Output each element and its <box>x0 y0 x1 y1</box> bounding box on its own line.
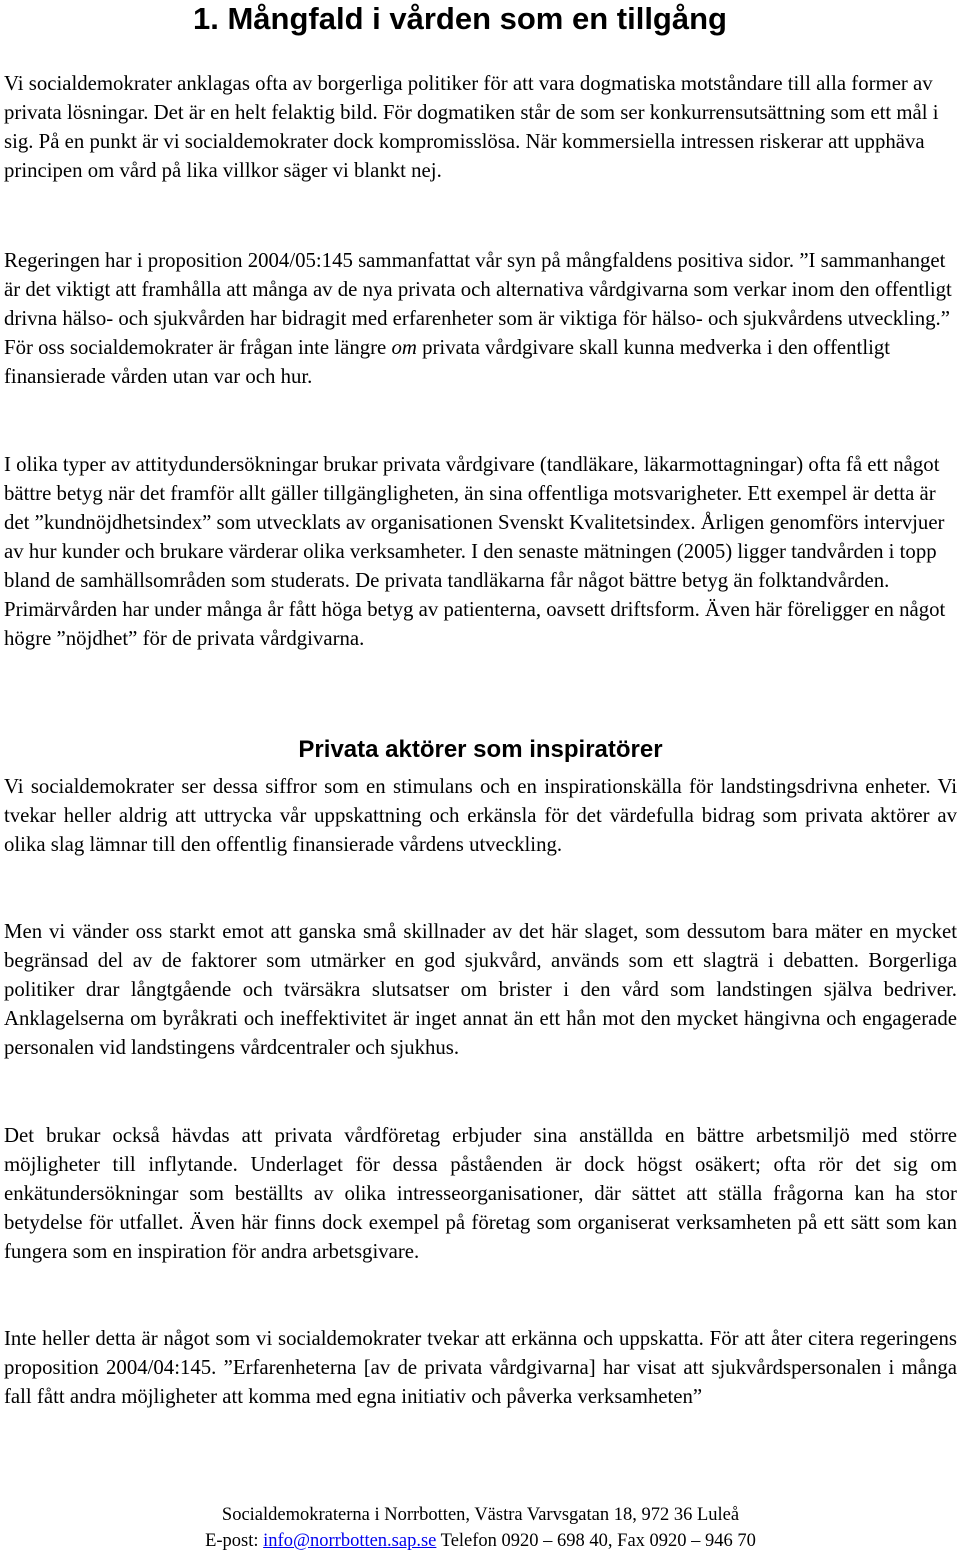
footer-address: Socialdemokraterna i Norrbotten, Västra Varvsgatan 18, 972 36 Luleå <box>221 1505 740 1525</box>
section-paragraph-4: Inte heller detta är något som vi socialdemokrater tvekar att erkänna och uppskatta. För att åter citera regeringens proposition 2004/04:145. ”Erfarenheterna [av de privata vårdgivarna] har visat att sjukvårdspersonalen i många fall fått andra möjligheter att komma med egna initiativ och påverka verksamheten” <box>4 1327 957 1408</box>
footer-phone: Telefon 0920 – 698 40, Fax 0920 – 946 70 <box>436 1531 756 1551</box>
intro-paragraph-2 <box>4 246 957 391</box>
footer-contact <box>4 1528 957 1554</box>
intro-paragraph-1: Vi socialdemokrater anklagas ofta av borgerliga politiker för att vara dogmatiska motståndare till alla former av privata lösningar. Det är en helt felaktig bild. För dogmatiken står de som ser konkurrensutsättning som ett mål i sig. På en punkt är vi socialdemokrater dock kompromisslösa. När kommersiella intressen riskerar att upphäva principen om vård på lika villkor säger vi blankt nej. <box>4 72 939 182</box>
footer-email-label: E-post: <box>205 1531 264 1551</box>
footer-email-link[interactable]: info@norrbotten.sap.se <box>263 1531 437 1551</box>
intro-paragraph-2-start: Regeringen har i proposition 2004/05:145 sammanfattat vår syn på mångfaldens positiva sidor. ”I sammanhanget är det viktigt att framhålla att många av de nya privata och alternativa vårdgivarna som verkar inom den offentligt drivna hälso- och sjukvården har bidragit med erfarenheter som är viktiga för hälso- och sjukvårdens utveckling.” För oss socialdemokrater är frågan inte längre <box>4 249 952 359</box>
intro-paragraph-2-end: privata vårdgivare skall kunna medverka i den offentligt finansierade vården utan var och hur. <box>4 336 891 388</box>
emphasis-om: om <box>391 336 417 359</box>
page-footer <box>4 1502 957 1554</box>
document-title: 1. Mångfald i vården som en tillgång <box>193 1 727 36</box>
section-paragraph-3: Det brukar också hävdas att privata vårdföretag erbjuder sina anställda en bättre arbetsmiljö med större möjligheter till inflytande. Underlaget för dessa påståenden är dock högst osäkert; ofta rör det sig om enkätundersökningar som beställts av olika intresseorganisationer, där sättet att ställa frågorna kan ha stor betydelse för utfallet. Även här finns dock exempel på företag som organiserat verksamheten på ett sätt som kan fungera som en inspiration för andra arbetsgivare. <box>4 1124 957 1263</box>
section-paragraph-2: Men vi vänder oss starkt emot att ganska små skillnader av det här slaget, som dessutom bara mäter en mycket begränsad del av de faktorer som utmärker en god sjukvård, används som ett slagträ i debatten. Borgerliga politiker drar långtgående och tvärsäkra slutsatser om brister i den vård som landstingen själva bedriver. Anklagelserna om byråkrati och ineffektivitet är inget annat än ett hån mot den mycket hängivna och engagerade personalen vid landstingens vårdcentraler och sjukhus. <box>4 920 957 1059</box>
intro-paragraph-3: I olika typer av attitydundersökningar brukar privata vårdgivare (tandläkare, läkarmottagningar) ofta få ett något bättre betyg när det framför allt gäller tillgängligheten, än sina offentliga motsvarigheter. Ett exempel är detta är det ”kundnöjdhetsindex” som utvecklats av organisationen Svenskt Kvalitetsindex. Årligen genomförs intervjuer av hur kunder och brukare värderar olika verksamheter. I den senaste mätningen (2005) ligger tandvården i topp bland de samhällsområden som studerats. De privata tandläkarna får något bättre betyg än folktandvården. Primärvården har under många år fått höga betyg av patienterna, oavsett driftsform. Även här föreligger en något högre ”nöjdhet” för de privata vårdgivarna. <box>4 453 946 650</box>
section-paragraph-1: Vi socialdemokrater ser dessa siffror som en stimulans och en inspirationskälla för landstingsdrivna enheter. Vi tvekar heller aldrig att uttrycka vår uppskattning och erkänsla för det värdefulla bidrag som privata aktörer av olika slag lämnar till den offentlig finansierade vårdens utveckling. <box>4 775 957 856</box>
section-heading: Privata aktörer som inspiratörer <box>298 736 663 763</box>
